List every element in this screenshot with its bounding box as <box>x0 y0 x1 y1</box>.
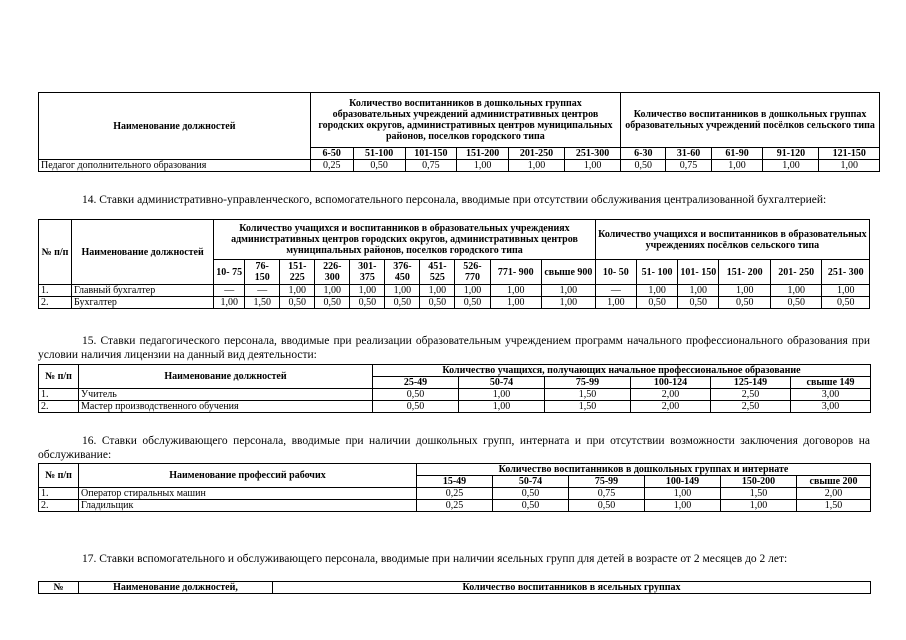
cell-value: 0,50 <box>455 297 490 309</box>
range-header: 76- 150 <box>245 260 280 285</box>
range-header: 101-150 <box>405 148 457 160</box>
cell-value: 1,00 <box>490 285 542 297</box>
cell-value: 1,00 <box>459 389 545 401</box>
section-17-paragraph: 17. Ставки вспомогательного и обслуживающего персонала, вводимые при наличии ясельных групп для детей в возрасте от 2 месяцев до 2 лет: <box>82 553 788 565</box>
table-section-13 <box>38 92 880 172</box>
range-header: 75-99 <box>569 476 645 488</box>
cell-value: 0,50 <box>420 297 455 309</box>
cell-value: 3,00 <box>791 389 871 401</box>
col-header-name: Наименование должностей <box>39 93 311 160</box>
group-a-header: Количество воспитанников в дошкольных группах образовательных учреждений административных центров городских округов, административных центров муниципальных районов, поселков городского типа <box>310 93 620 148</box>
cell-value: 1,00 <box>645 488 721 500</box>
cell-value: 1,00 <box>822 285 870 297</box>
cell-value: 2,50 <box>711 401 791 413</box>
cell-value: 1,00 <box>457 160 509 172</box>
range-header: 151- 225 <box>280 260 315 285</box>
cell-value: 0,50 <box>822 297 870 309</box>
cell-value: 0,50 <box>678 297 719 309</box>
cell-value: 0,25 <box>417 488 493 500</box>
cell-value: 1,00 <box>350 285 385 297</box>
cell-value: 1,00 <box>315 285 350 297</box>
cell-value: 0,25 <box>310 160 353 172</box>
cell-value: — <box>245 285 280 297</box>
cell-value: 1,00 <box>636 285 677 297</box>
cell-value: 0,75 <box>569 488 645 500</box>
range-header: 125-149 <box>711 377 791 389</box>
table-row <box>39 297 870 309</box>
section-15-paragraph: 15. Ставки педагогического персонала, вводимые при реализации образовательным учреждением программ начального профессионального образования при условии наличия лицензии на данный вид деятельности: <box>38 335 870 361</box>
range-header: 251- 300 <box>822 260 870 285</box>
range-header: 50-74 <box>493 476 569 488</box>
group-a-header: Количество учащихся и воспитанников в образовательных учреждениях административных центров городских округов, административных центров муниципальных районов, поселков городского типа <box>214 220 595 260</box>
col-header-number: № п/п <box>39 464 79 488</box>
range-header: 526- 770 <box>455 260 490 285</box>
cell-value: 1,00 <box>508 160 564 172</box>
range-header: 51- 100 <box>636 260 677 285</box>
table-row <box>39 160 880 172</box>
cell-value: 0,50 <box>315 297 350 309</box>
cell-value: 1,00 <box>214 297 245 309</box>
cell-value: 1,00 <box>645 500 721 512</box>
range-header: 6-50 <box>310 148 353 160</box>
range-header: 61-90 <box>711 148 763 160</box>
group-b-header: Количество воспитанников в дошкольных группах образовательных учреждений посёлков сельского типа <box>621 93 880 148</box>
row-name: Учитель <box>79 389 373 401</box>
row-number: 1. <box>39 389 79 401</box>
cell-value: 0,50 <box>373 389 459 401</box>
group-header: Количество воспитанников в ясельных группах <box>273 582 871 594</box>
cell-value: 0,50 <box>280 297 315 309</box>
range-header: 25-49 <box>373 377 459 389</box>
range-header: 15-49 <box>417 476 493 488</box>
row-number: 1. <box>39 285 72 297</box>
row-number: 2. <box>39 500 79 512</box>
range-header: 376- 450 <box>385 260 420 285</box>
cell-value: 2,50 <box>711 389 791 401</box>
table-row <box>39 389 871 401</box>
cell-value: 0,50 <box>353 160 405 172</box>
row-name: Бухгалтер <box>71 297 213 309</box>
cell-value: 0,50 <box>373 401 459 413</box>
cell-value: — <box>214 285 245 297</box>
cell-value: 0,50 <box>493 500 569 512</box>
range-header: 201-250 <box>508 148 564 160</box>
cell-value: 1,50 <box>545 389 631 401</box>
cell-value: 1,50 <box>721 488 797 500</box>
cell-value: 2,00 <box>797 488 871 500</box>
range-header: 151-200 <box>457 148 509 160</box>
cell-value: 0,50 <box>569 500 645 512</box>
row-number: 2. <box>39 401 79 413</box>
cell-value: 1,00 <box>678 285 719 297</box>
cell-value: 3,00 <box>791 401 871 413</box>
range-header: 50-74 <box>459 377 545 389</box>
cell-value: 0,50 <box>636 297 677 309</box>
range-header: 201- 250 <box>770 260 822 285</box>
range-header: свыше 900 <box>542 260 596 285</box>
table-row <box>39 488 871 500</box>
row-number: 2. <box>39 297 72 309</box>
cell-value: 2,00 <box>631 401 711 413</box>
range-header: 31-60 <box>666 148 711 160</box>
table-section-15 <box>38 364 871 413</box>
cell-value: 0,25 <box>417 500 493 512</box>
range-header: 251-300 <box>565 148 621 160</box>
cell-value: 1,00 <box>719 285 771 297</box>
cell-value: 1,00 <box>721 500 797 512</box>
cell-value: 1,00 <box>565 160 621 172</box>
cell-value: 1,00 <box>763 160 819 172</box>
range-header: 226- 300 <box>315 260 350 285</box>
row-name: Главный бухгалтер <box>71 285 213 297</box>
col-header-name: Наименование профессий рабочих <box>79 464 417 488</box>
table-section-16 <box>38 463 871 512</box>
cell-value: 1,00 <box>420 285 455 297</box>
range-header: 451- 525 <box>420 260 455 285</box>
cell-value: 1,00 <box>490 297 542 309</box>
col-header-name: Наименование должностей, <box>79 582 273 594</box>
section-16-paragraph: 16. Ставки обслуживающего персонала, вводимые при наличии дошкольных групп, интерната и при отсутствии возможности заключения договоров на обслуживание: <box>38 435 870 461</box>
group-header: Количество учащихся, получающих начальное профессиональное образование <box>373 365 871 377</box>
range-header: 301- 375 <box>350 260 385 285</box>
range-header: 100-124 <box>631 377 711 389</box>
section-14-paragraph: 14. Ставки административно-управленческого, вспомогательного персонала, вводимые при отсутствии обслуживания централизованной бухгалтерией: <box>82 194 827 206</box>
row-name: Педагог дополнительного образования <box>39 160 311 172</box>
cell-value: 0,50 <box>493 488 569 500</box>
cell-value: 0,75 <box>666 160 711 172</box>
row-name: Гладильщик <box>79 500 417 512</box>
cell-value: 1,00 <box>770 285 822 297</box>
cell-value: 0,50 <box>385 297 420 309</box>
range-header: 771- 900 <box>490 260 542 285</box>
table-section-17 <box>38 581 871 594</box>
cell-value: 2,00 <box>631 389 711 401</box>
col-header-number: № п/п <box>39 365 79 389</box>
cell-value: 0,75 <box>405 160 457 172</box>
group-header: Количество воспитанников в дошкольных группах и интернате <box>417 464 871 476</box>
cell-value: — <box>595 285 636 297</box>
row-name: Оператор стиральных машин <box>79 488 417 500</box>
range-header: 10- 75 <box>214 260 245 285</box>
cell-value: 0,50 <box>621 160 666 172</box>
cell-value: 1,50 <box>245 297 280 309</box>
row-number: 1. <box>39 488 79 500</box>
cell-value: 1,00 <box>455 285 490 297</box>
col-header-name: Наименование должностей <box>79 365 373 389</box>
cell-value: 1,00 <box>385 285 420 297</box>
cell-value: 0,50 <box>770 297 822 309</box>
cell-value: 1,00 <box>280 285 315 297</box>
range-header: 51-100 <box>353 148 405 160</box>
range-header: 151- 200 <box>719 260 771 285</box>
row-name: Мастер производственного обучения <box>79 401 373 413</box>
range-header: 10- 50 <box>595 260 636 285</box>
range-header: 101- 150 <box>678 260 719 285</box>
range-header: 121-150 <box>819 148 880 160</box>
col-header-number: № п/п <box>39 220 72 285</box>
cell-value: 1,00 <box>542 285 596 297</box>
table-section-14 <box>38 219 870 309</box>
cell-value: 1,00 <box>711 160 763 172</box>
cell-value: 1,00 <box>459 401 545 413</box>
cell-value: 1,00 <box>595 297 636 309</box>
table-row <box>39 401 871 413</box>
table-row <box>39 285 870 297</box>
cell-value: 1,50 <box>797 500 871 512</box>
col-header-name: Наименование должностей <box>71 220 213 285</box>
range-header: 91-120 <box>763 148 819 160</box>
range-header: 100-149 <box>645 476 721 488</box>
cell-value: 0,50 <box>350 297 385 309</box>
cell-value: 1,00 <box>542 297 596 309</box>
range-header: 75-99 <box>545 377 631 389</box>
range-header: свыше 149 <box>791 377 871 389</box>
cell-value: 1,50 <box>545 401 631 413</box>
group-b-header: Количество учащихся и воспитанников в образовательных учреждениях посёлков сельского типа <box>595 220 869 260</box>
range-header: 150-200 <box>721 476 797 488</box>
table-row <box>39 500 871 512</box>
col-header-number: № <box>39 582 79 594</box>
cell-value: 1,00 <box>819 160 880 172</box>
range-header: свыше 200 <box>797 476 871 488</box>
cell-value: 0,50 <box>719 297 771 309</box>
range-header: 6-30 <box>621 148 666 160</box>
